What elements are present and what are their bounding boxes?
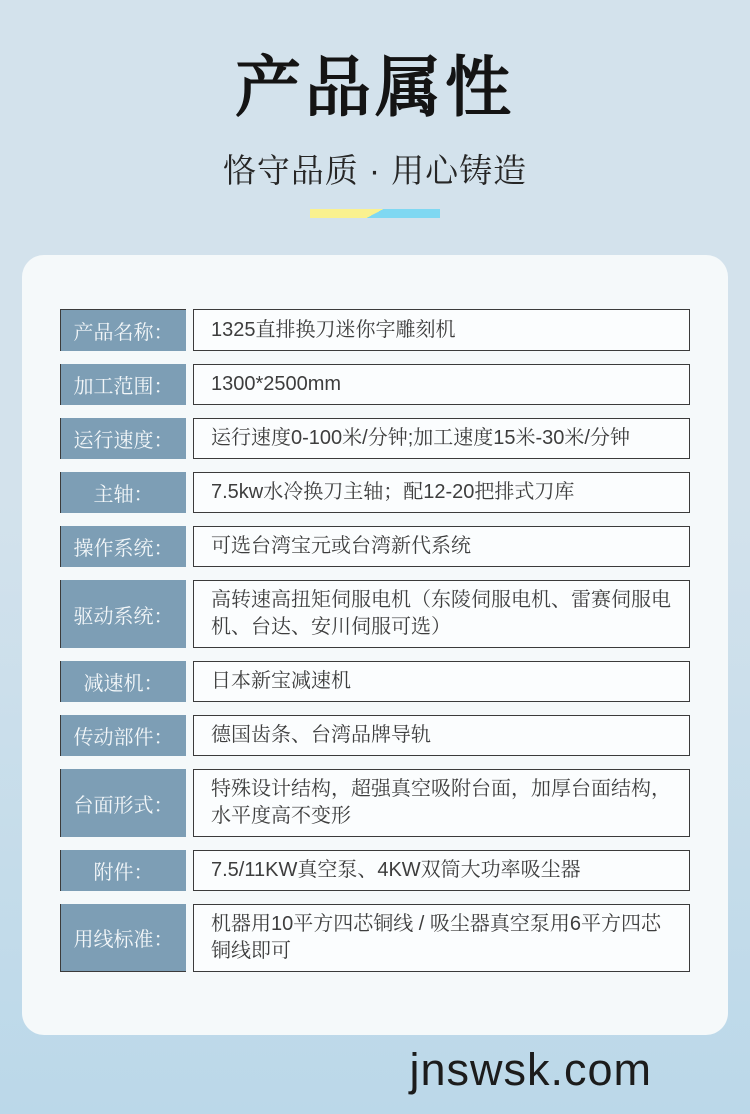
spec-label: 驱动系统：	[60, 580, 186, 648]
spec-label: 操作系统：	[60, 526, 186, 567]
spec-value: 德国齿条、台湾品牌导轨	[193, 715, 690, 756]
table-row	[60, 472, 690, 513]
spec-value: 特殊设计结构，超强真空吸附台面，加厚台面结构，水平度高不变形	[193, 769, 690, 837]
product-spec-card	[22, 255, 728, 1035]
table-row	[60, 526, 690, 567]
spec-label: 运行速度：	[60, 418, 186, 459]
table-row	[60, 850, 690, 891]
spec-label: 台面形式：	[60, 769, 186, 837]
page-title: 产品属性	[235, 50, 515, 124]
spec-value: 日本新宝减速机	[193, 661, 690, 702]
spec-value: 1300*2500mm	[193, 364, 690, 405]
spec-label: 加工范围：	[60, 364, 186, 405]
site-watermark: jnswsk.com	[409, 1044, 652, 1095]
spec-value: 7.5/11KW真空泵、4KW双筒大功率吸尘器	[193, 850, 690, 891]
spec-label: 主轴：	[60, 472, 186, 513]
spec-value: 可选台湾宝元或台湾新代系统	[193, 526, 690, 567]
spec-label: 传动部件：	[60, 715, 186, 756]
spec-table	[60, 309, 690, 972]
table-row	[60, 364, 690, 405]
table-row	[60, 580, 690, 648]
spec-value: 1325直排换刀迷你字雕刻机	[193, 309, 690, 351]
spec-value: 7.5kw水冷换刀主轴；配12-20把排式刀库	[193, 472, 690, 513]
table-row	[60, 769, 690, 837]
spec-label: 减速机：	[60, 661, 186, 702]
table-row	[60, 418, 690, 459]
table-row	[60, 715, 690, 756]
spec-value: 运行速度0-100米/分钟;加工速度15米-30米/分钟	[193, 418, 690, 459]
table-row	[60, 309, 690, 351]
header-section	[0, 0, 750, 218]
table-row	[60, 661, 690, 702]
accent-divider-bar	[310, 209, 440, 218]
table-row	[60, 904, 690, 972]
spec-label: 产品名称：	[60, 309, 186, 351]
spec-label: 用线标准：	[60, 904, 186, 972]
spec-value: 机器用10平方四芯铜线 / 吸尘器真空泵用6平方四芯铜线即可	[193, 904, 690, 972]
spec-label: 附件：	[60, 850, 186, 891]
spec-value: 高转速高扭矩伺服电机（东陵伺服电机、雷赛伺服电机、台达、安川伺服可选）	[193, 580, 690, 648]
page-subtitle: 恪守品质 · 用心铸造	[222, 152, 528, 190]
